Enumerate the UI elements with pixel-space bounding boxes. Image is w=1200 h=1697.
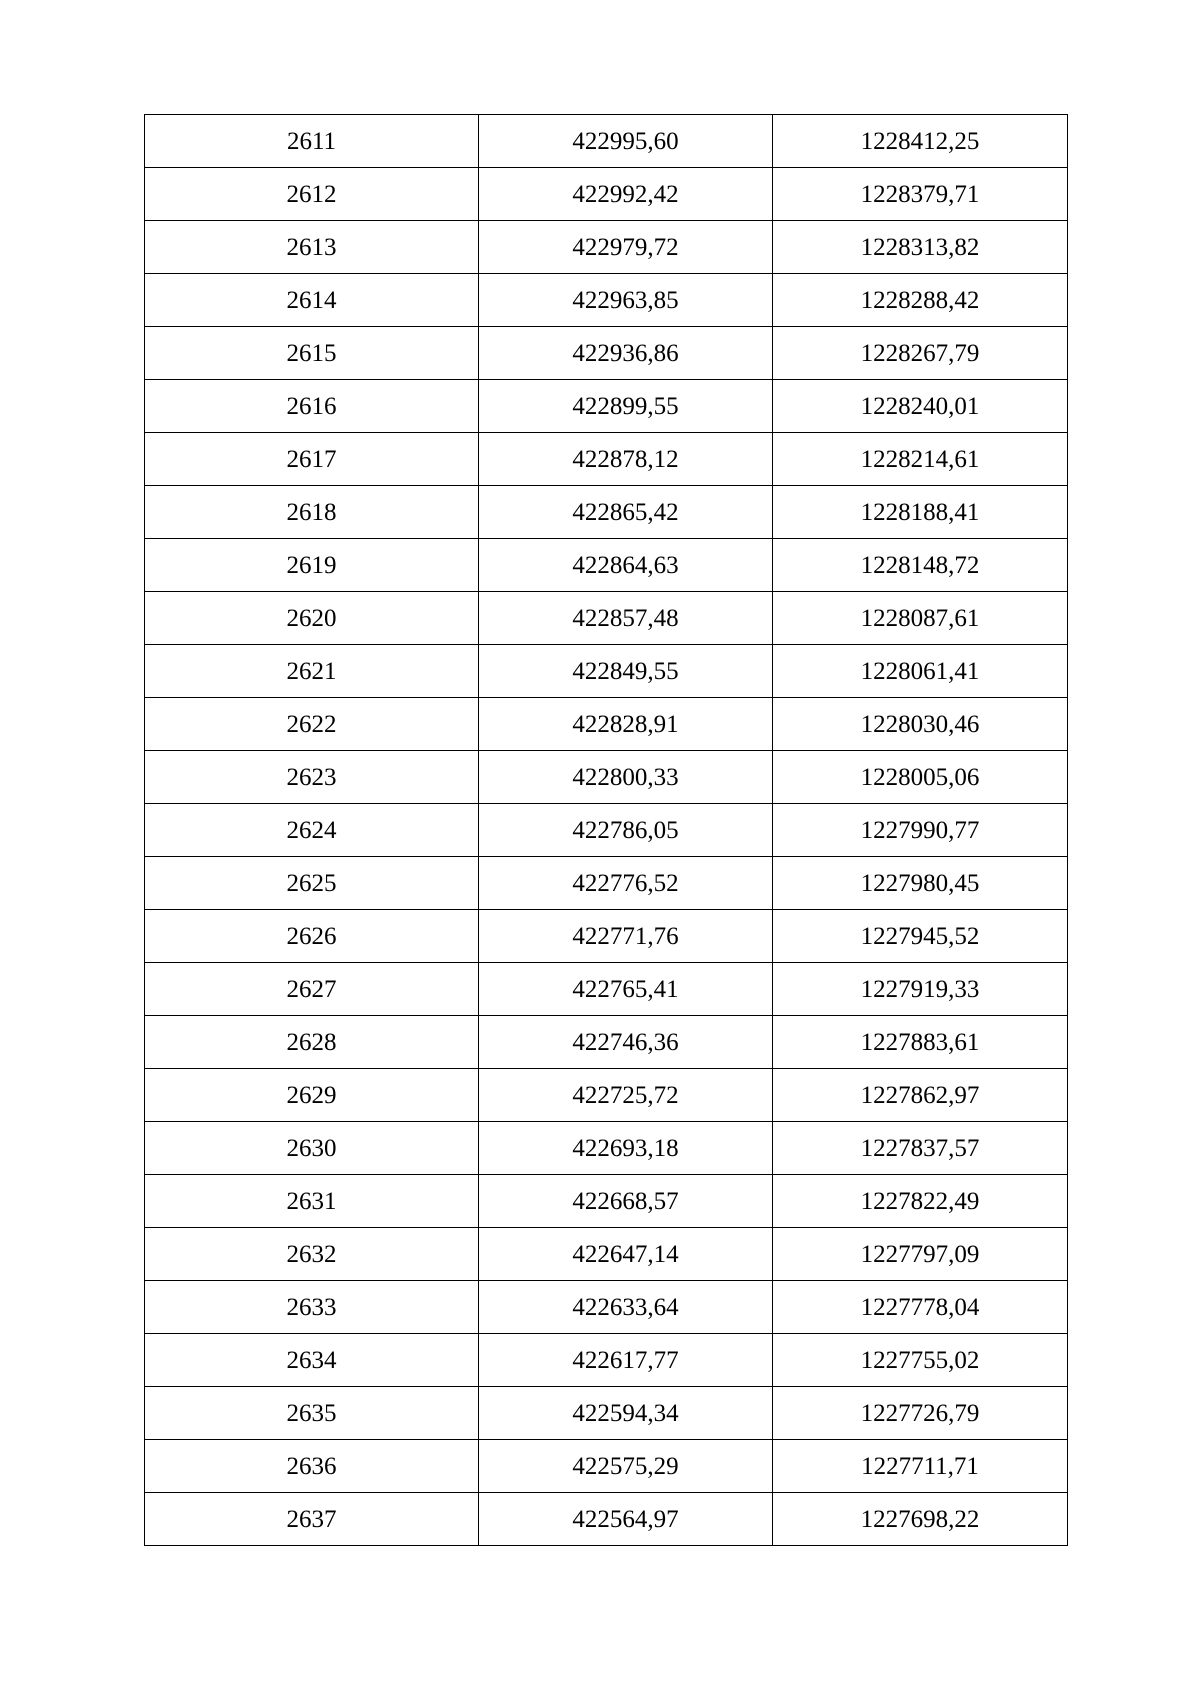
y-coordinate-cell: 1228005,06 — [773, 751, 1068, 804]
y-coordinate-cell: 1228313,82 — [773, 221, 1068, 274]
y-coordinate-cell: 1227797,09 — [773, 1228, 1068, 1281]
point-number-cell: 2630 — [145, 1122, 479, 1175]
table-row — [145, 1493, 1068, 1546]
point-number-cell: 2611 — [145, 115, 479, 168]
table-row — [145, 433, 1068, 486]
point-number-cell: 2620 — [145, 592, 479, 645]
x-coordinate-cell: 422878,12 — [479, 433, 773, 486]
table-row — [145, 1122, 1068, 1175]
table-row — [145, 1175, 1068, 1228]
x-coordinate-cell: 422865,42 — [479, 486, 773, 539]
x-coordinate-cell: 422693,18 — [479, 1122, 773, 1175]
y-coordinate-cell: 1228214,61 — [773, 433, 1068, 486]
table-row — [145, 380, 1068, 433]
point-number-cell: 2635 — [145, 1387, 479, 1440]
y-coordinate-cell: 1227711,71 — [773, 1440, 1068, 1493]
x-coordinate-cell: 422633,64 — [479, 1281, 773, 1334]
x-coordinate-cell: 422765,41 — [479, 963, 773, 1016]
table-row — [145, 1387, 1068, 1440]
table-row — [145, 698, 1068, 751]
table-row — [145, 1016, 1068, 1069]
coordinates-table-body — [145, 115, 1068, 1546]
point-number-cell: 2632 — [145, 1228, 479, 1281]
point-number-cell: 2615 — [145, 327, 479, 380]
table-row — [145, 1281, 1068, 1334]
y-coordinate-cell: 1227990,77 — [773, 804, 1068, 857]
y-coordinate-cell: 1227980,45 — [773, 857, 1068, 910]
x-coordinate-cell: 422992,42 — [479, 168, 773, 221]
y-coordinate-cell: 1228188,41 — [773, 486, 1068, 539]
table-row — [145, 1440, 1068, 1493]
x-coordinate-cell: 422800,33 — [479, 751, 773, 804]
point-number-cell: 2637 — [145, 1493, 479, 1546]
x-coordinate-cell: 422725,72 — [479, 1069, 773, 1122]
point-number-cell: 2631 — [145, 1175, 479, 1228]
point-number-cell: 2622 — [145, 698, 479, 751]
y-coordinate-cell: 1227822,49 — [773, 1175, 1068, 1228]
y-coordinate-cell: 1227837,57 — [773, 1122, 1068, 1175]
x-coordinate-cell: 422995,60 — [479, 115, 773, 168]
x-coordinate-cell: 422864,63 — [479, 539, 773, 592]
point-number-cell: 2618 — [145, 486, 479, 539]
x-coordinate-cell: 422575,29 — [479, 1440, 773, 1493]
y-coordinate-cell: 1227726,79 — [773, 1387, 1068, 1440]
coordinates-table — [144, 114, 1068, 1546]
x-coordinate-cell: 422617,77 — [479, 1334, 773, 1387]
table-row — [145, 168, 1068, 221]
table-row — [145, 221, 1068, 274]
point-number-cell: 2623 — [145, 751, 479, 804]
y-coordinate-cell: 1227862,97 — [773, 1069, 1068, 1122]
y-coordinate-cell: 1227778,04 — [773, 1281, 1068, 1334]
x-coordinate-cell: 422849,55 — [479, 645, 773, 698]
x-coordinate-cell: 422786,05 — [479, 804, 773, 857]
x-coordinate-cell: 422594,34 — [479, 1387, 773, 1440]
table-row — [145, 592, 1068, 645]
y-coordinate-cell: 1227698,22 — [773, 1493, 1068, 1546]
table-row — [145, 274, 1068, 327]
table-row — [145, 857, 1068, 910]
y-coordinate-cell: 1228148,72 — [773, 539, 1068, 592]
table-row — [145, 1228, 1068, 1281]
table-row — [145, 539, 1068, 592]
point-number-cell: 2625 — [145, 857, 479, 910]
point-number-cell: 2613 — [145, 221, 479, 274]
y-coordinate-cell: 1228267,79 — [773, 327, 1068, 380]
x-coordinate-cell: 422746,36 — [479, 1016, 773, 1069]
point-number-cell: 2624 — [145, 804, 479, 857]
table-row — [145, 645, 1068, 698]
x-coordinate-cell: 422668,57 — [479, 1175, 773, 1228]
table-row — [145, 486, 1068, 539]
y-coordinate-cell: 1228061,41 — [773, 645, 1068, 698]
table-row — [145, 804, 1068, 857]
y-coordinate-cell: 1228288,42 — [773, 274, 1068, 327]
table-row — [145, 327, 1068, 380]
y-coordinate-cell: 1227945,52 — [773, 910, 1068, 963]
y-coordinate-cell: 1228087,61 — [773, 592, 1068, 645]
point-number-cell: 2616 — [145, 380, 479, 433]
y-coordinate-cell: 1227755,02 — [773, 1334, 1068, 1387]
x-coordinate-cell: 422857,48 — [479, 592, 773, 645]
table-row — [145, 1334, 1068, 1387]
x-coordinate-cell: 422647,14 — [479, 1228, 773, 1281]
point-number-cell: 2626 — [145, 910, 479, 963]
y-coordinate-cell: 1228240,01 — [773, 380, 1068, 433]
point-number-cell: 2627 — [145, 963, 479, 1016]
table-row — [145, 751, 1068, 804]
x-coordinate-cell: 422564,97 — [479, 1493, 773, 1546]
x-coordinate-cell: 422963,85 — [479, 274, 773, 327]
x-coordinate-cell: 422899,55 — [479, 380, 773, 433]
point-number-cell: 2614 — [145, 274, 479, 327]
y-coordinate-cell: 1228379,71 — [773, 168, 1068, 221]
x-coordinate-cell: 422771,76 — [479, 910, 773, 963]
point-number-cell: 2617 — [145, 433, 479, 486]
x-coordinate-cell: 422828,91 — [479, 698, 773, 751]
point-number-cell: 2636 — [145, 1440, 479, 1493]
table-row — [145, 963, 1068, 1016]
x-coordinate-cell: 422979,72 — [479, 221, 773, 274]
point-number-cell: 2612 — [145, 168, 479, 221]
point-number-cell: 2619 — [145, 539, 479, 592]
table-row — [145, 115, 1068, 168]
point-number-cell: 2628 — [145, 1016, 479, 1069]
y-coordinate-cell: 1227919,33 — [773, 963, 1068, 1016]
y-coordinate-cell: 1228412,25 — [773, 115, 1068, 168]
point-number-cell: 2621 — [145, 645, 479, 698]
y-coordinate-cell: 1228030,46 — [773, 698, 1068, 751]
x-coordinate-cell: 422776,52 — [479, 857, 773, 910]
point-number-cell: 2633 — [145, 1281, 479, 1334]
table-row — [145, 910, 1068, 963]
x-coordinate-cell: 422936,86 — [479, 327, 773, 380]
point-number-cell: 2634 — [145, 1334, 479, 1387]
point-number-cell: 2629 — [145, 1069, 479, 1122]
table-row — [145, 1069, 1068, 1122]
y-coordinate-cell: 1227883,61 — [773, 1016, 1068, 1069]
